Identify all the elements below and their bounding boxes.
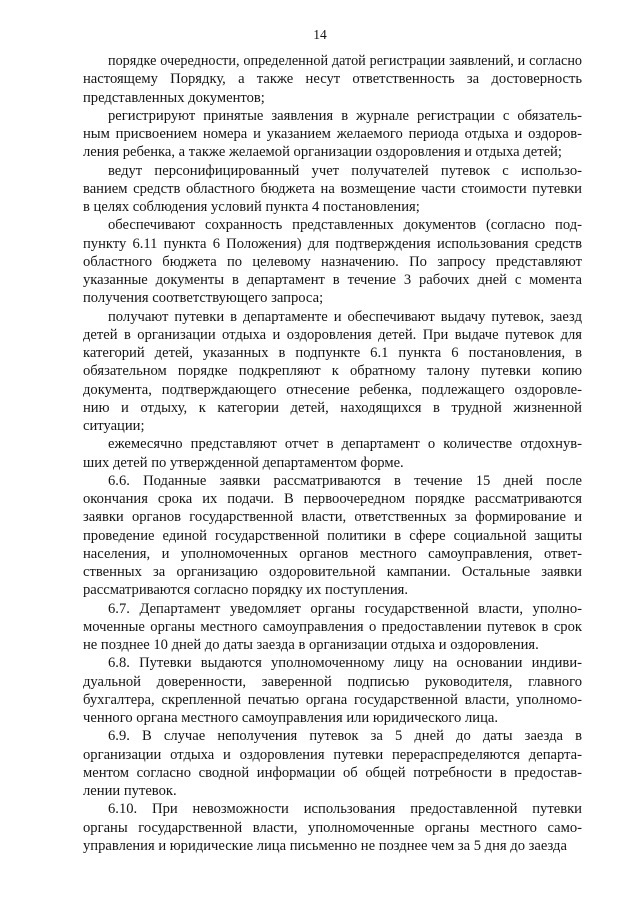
text-line: документа, подтверждающего отнесение ребенка, подлежащего оздоровле- bbox=[83, 381, 582, 398]
text-line: 6.10. При невозможности использования предоставленной путевки bbox=[108, 801, 582, 818]
text-line: 6.9. В случае неполучения путевок за 5 дней до даты заезда в bbox=[108, 728, 582, 745]
text-line: настоящему Порядку, а также несут ответственность за достоверность bbox=[83, 71, 582, 88]
text-line: заявки органов государственной власти, ответственных за формирование и bbox=[83, 509, 582, 526]
paragraph bbox=[83, 308, 582, 436]
text-line: пункту 6.11 пункта 6 Положения) для подтверждения использования средств bbox=[83, 235, 582, 252]
document-body bbox=[83, 52, 582, 855]
text-line: населения, и уполномоченных органов местного самоуправления, ответ- bbox=[83, 545, 582, 562]
paragraph bbox=[83, 472, 582, 600]
text-line: регистрируют принятые заявления в журнале регистрации с обязатель- bbox=[108, 107, 582, 124]
text-line: окончания срока их подачи. В первоочередном порядке рассматриваются bbox=[83, 491, 582, 507]
paragraph bbox=[83, 52, 582, 107]
text-line: в целях соблюдения условий пункта 4 постановления; bbox=[83, 199, 420, 215]
text-line: нию и отдыху, к категории детей, находящихся в трудной жизненной bbox=[83, 399, 582, 416]
text-line: ежемесячно представляют отчет в департамент о количестве отдохнув- bbox=[108, 436, 582, 453]
text-line: управления и юридические лица письменно не позднее чем за 5 дня до заезда bbox=[83, 837, 567, 854]
text-line: указанные документы в департамент в течение 3 рабочих дней с момента bbox=[83, 272, 582, 288]
text-line: бухгалтера, скрепленной печатью органа государственной власти, уполномо- bbox=[83, 691, 582, 708]
text-line: порядке очередности, определенной датой регистрации заявлений, и согласно bbox=[108, 53, 582, 69]
paragraph bbox=[83, 162, 582, 217]
text-line: обеспечивают сохранность представленных документов (согласно под- bbox=[108, 217, 582, 234]
text-line: 6.6. Поданные заявки рассматриваются в течение 15 дней после bbox=[108, 472, 582, 489]
text-line: 6.7. Департамент уведомляет органы государственной власти, уполно- bbox=[108, 600, 582, 617]
text-line: ным присвоением номера и указанием желаемого периода отдыха и оздоров- bbox=[83, 126, 582, 142]
text-line: ситуации; bbox=[83, 418, 145, 434]
text-line: не позднее 10 дней до даты заезда в организации отдыха и оздоровления. bbox=[83, 637, 539, 653]
text-line: получения соответствующего запроса; bbox=[83, 290, 324, 307]
text-line: ления ребенка, а также желаемой организации оздоровления и отдыха детей; bbox=[83, 144, 562, 161]
paragraph bbox=[83, 107, 582, 162]
paragraph bbox=[83, 435, 582, 472]
text-line: лении путевок. bbox=[83, 783, 177, 799]
paragraph bbox=[83, 600, 582, 655]
paragraph bbox=[83, 654, 582, 727]
text-line: детей в организации отдыха и оздоровления детей. При выдаче путевок для bbox=[83, 326, 582, 343]
paragraph bbox=[83, 800, 582, 855]
text-line: проведение единой государственной политики в сфере социальной защиты bbox=[83, 527, 582, 544]
text-line: органы государственной власти, уполномоченные органы местного само- bbox=[83, 819, 582, 836]
text-line: ведут персонифицированный учет получателей путевок с использо- bbox=[108, 162, 582, 179]
text-line: ших детей по утвержденной департаментом форме. bbox=[83, 454, 404, 471]
text-line: представленных документов; bbox=[83, 89, 265, 106]
page-number: 14 bbox=[313, 27, 327, 42]
text-line: категорий детей, указанных в подпункте 6.1 пункта 6 постановления, в bbox=[83, 345, 582, 361]
text-line: ванием средств областного бюджета на возмещение части стоимости путевки bbox=[83, 180, 582, 197]
paragraph bbox=[83, 216, 582, 307]
text-line: ченного органа местного самоуправления или юридического лица. bbox=[83, 710, 499, 726]
text-line: моченные органы местного самоуправления о предоставлении путевок в срок bbox=[83, 618, 582, 635]
text-line: 6.8. Путевки выдаются уполномоченному лицу на основании индиви- bbox=[108, 655, 582, 672]
text-line: организации отдыха и оздоровления путевки перераспределяются департа- bbox=[83, 746, 582, 763]
paragraph bbox=[83, 727, 582, 800]
text-line: областного бюджета по целевому назначению. По запросу представляют bbox=[83, 253, 582, 270]
text-line: ментом согласно сводной информации об общей потребности в предостав- bbox=[83, 764, 582, 781]
text-line: обязательном порядке подкрепляют к обратному талону путевки копию bbox=[83, 363, 582, 380]
text-line: получают путевки в департаменте и обеспечивают выдачу путевок, заезд bbox=[108, 308, 582, 325]
text-line: рассматриваются согласно порядку их поступления. bbox=[83, 582, 409, 599]
text-line: ственных за организацию оздоровительной кампании. Остальные заявки bbox=[83, 564, 582, 580]
text-line: дуальной доверенности, заверенной подписью руководителя, главного bbox=[83, 673, 582, 690]
